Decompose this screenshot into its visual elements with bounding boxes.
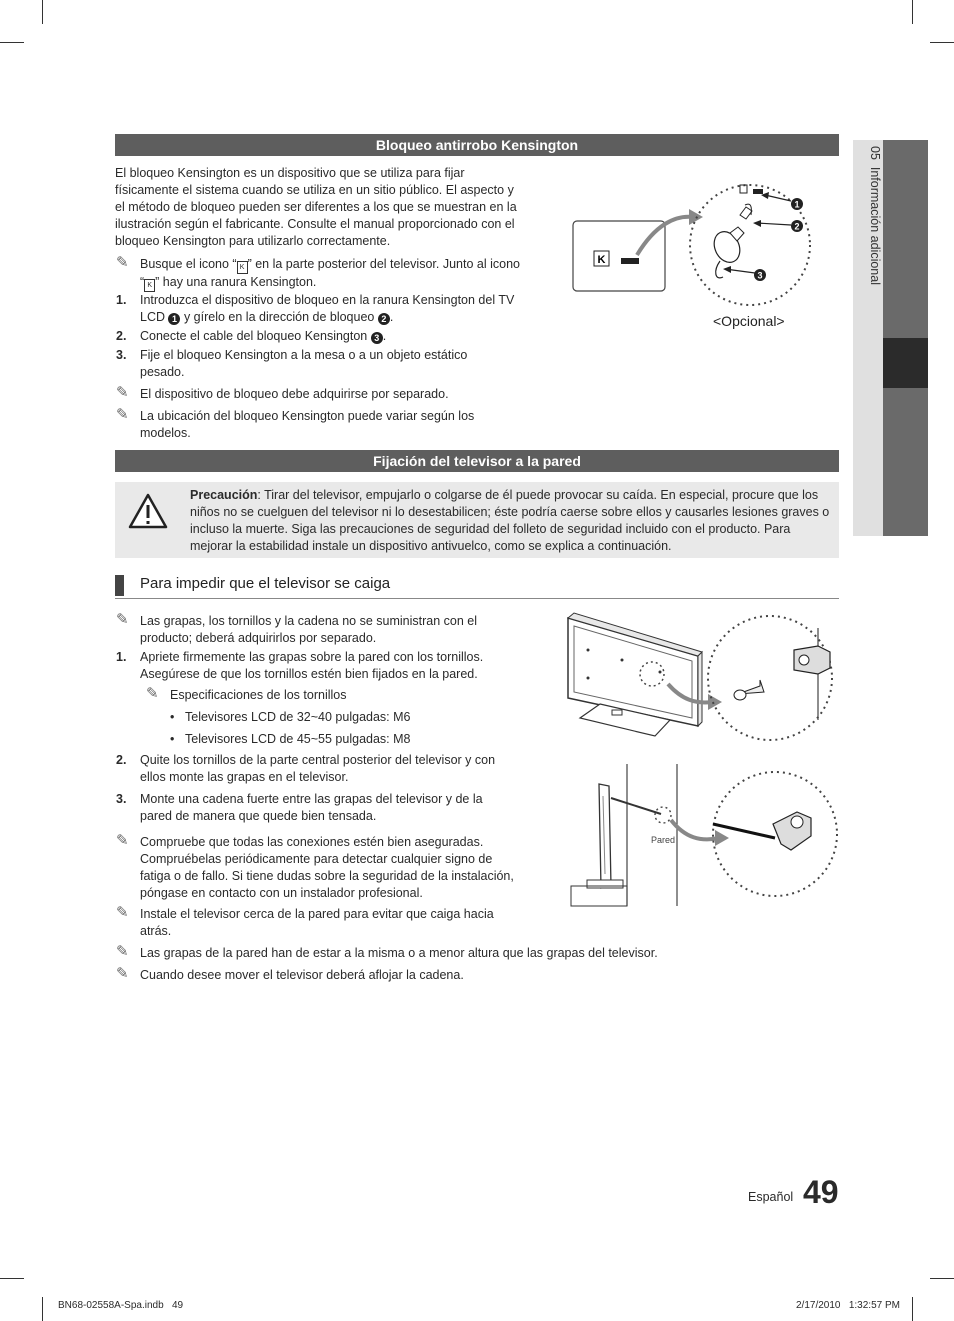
subheading: Para impedir que el televisor se caiga — [140, 575, 391, 592]
svg-text:1: 1 — [794, 199, 800, 210]
kensington-icon: K — [144, 279, 155, 292]
subheading-rule — [115, 598, 839, 599]
tv-bracket-illustration — [560, 608, 840, 750]
page-number: 49 — [803, 1174, 839, 1210]
kensington-note-2: ✎ El dispositivo de bloqueo debe adquirirse por separado. — [116, 384, 449, 401]
footer-timestamp: 2/17/2010 1:32:57 PM — [796, 1300, 900, 1311]
kensington-note-1: ✎ Busque el icono “ K ” en la parte posterior del televisor. Junto al icono “ K ” hay una ranura Kensington. — [140, 256, 520, 292]
wall-spec-note: ✎ Especificaciones de los tornillos — [146, 685, 347, 702]
pencil-note-icon: ✎ — [116, 832, 129, 849]
wall-step-3: 3. Monte una cadena fuerte entre las grapas del televisor y de la pared de manera que quede bien tensada. — [116, 792, 483, 823]
subheading-marker — [115, 575, 124, 596]
wall-note-4: ✎ Las grapas de la pared han de estar a la misma o a menor altura que las grapas del televisor. — [116, 943, 658, 960]
pencil-note-icon: ✎ — [146, 685, 159, 702]
crop-mark — [42, 0, 43, 24]
wall-note-1: ✎ Las grapas, los tornillos y la cadena no se suministran con el producto; deberá adquirirlos por separado. — [116, 611, 477, 645]
caution-text: Precaución: Tirar del televisor, empujarlo o colgarse de él puede provocar su caída. En especial, procure que los niños no se cuelguen del televisor ni lo desestabilicen; éste podría caerse sobre ellos y causarles lesiones graves o incluso la muerte. Siga las precauciones de seguridad del folleto de seguridad incluido con el producto. Para mejorar la estabilidad instale un dispositivo antivuelco, como se explica a continuación. — [190, 488, 830, 553]
pencil-note-icon: ✎ — [116, 406, 129, 423]
pencil-note-icon: ✎ — [116, 611, 129, 628]
kensington-step-1: 1. Introduzca el dispositivo de bloqueo en la ranura Kensington del TV LCD 1 y gírelo en la dirección de bloqueo 2 . — [116, 293, 515, 324]
crop-mark — [912, 0, 913, 24]
crop-mark — [930, 1278, 954, 1279]
wall-label: Pared — [651, 835, 676, 845]
kensington-intro: El bloqueo Kensington es un dispositivo que se utiliza para fijar físicamente el sistema cuando se utiliza en un sitio público. El aspecto y el método de bloqueo pueden ser diferentes a los que se muestran en la ilustración según el fabricante. Consulte el manual proporcionado con el bloqueo Kensington para utilizarlo correctamente. — [115, 166, 517, 248]
wall-note-2: ✎ Compruebe que todas las conexiones estén bien aseguradas. Compruébelas periódicamente para detectar cualquier signo de fatiga o de fallo. Si tiene dudas sobre la seguridad de la instalación, póngase en contacto con un instalador profesional. — [116, 832, 514, 900]
wall-note-3: ✎ Instale el televisor cerca de la pared para evitar que caiga hacia atrás. — [116, 904, 494, 938]
chapter-number: 05 — [868, 146, 882, 160]
crop-mark — [42, 1297, 43, 1321]
kensington-k-letter: K — [597, 254, 606, 266]
kensington-icon: K — [237, 261, 248, 274]
optional-label: <Opcional> — [713, 313, 785, 329]
wall-note-5: ✎ Cuando desee mover el televisor deberá aflojar la cadena. — [116, 965, 464, 982]
step-circle-3: 3 — [371, 332, 383, 344]
tv-chain-illustration — [565, 762, 845, 908]
chapter-title: Información adicional — [868, 166, 882, 285]
pencil-note-icon: ✎ — [116, 254, 129, 271]
caution-label: Precaución — [190, 488, 258, 502]
pencil-note-icon: ✎ — [116, 943, 129, 960]
crop-mark — [0, 1278, 24, 1279]
pencil-note-icon: ✎ — [116, 384, 129, 401]
kensington-illustration — [565, 165, 845, 340]
sidebar-tab-active — [883, 338, 928, 388]
crop-mark — [912, 1297, 913, 1321]
section-title-kensington: Bloqueo antirrobo Kensington — [115, 134, 839, 156]
footer-language: Español — [748, 1190, 794, 1204]
sidebar-label — [868, 146, 882, 285]
wall-bullet-1: • Televisores LCD de 32~40 pulgadas: M6 — [170, 710, 411, 724]
step-circle-2: 2 — [378, 313, 390, 325]
wall-step-1: 1. Apriete firmemente las grapas sobre la pared con los tornillos. Asegúrese de que los tornillos estén bien fijados en la pared. — [116, 650, 484, 681]
svg-text:3: 3 — [757, 270, 763, 281]
kensington-step-2: 2. Conecte el cable del bloqueo Kensington 3 . — [116, 329, 387, 343]
pencil-note-icon: ✎ — [116, 965, 129, 982]
crop-mark — [0, 42, 24, 43]
svg-text:2: 2 — [794, 221, 800, 232]
kensington-step-3: 3. Fije el bloqueo Kensington a la mesa o a un objeto estático pesado. — [116, 348, 468, 379]
wall-step-2: 2. Quite los tornillos de la parte central posterior del televisor y con ellos monte las grapas en el televisor. — [116, 753, 496, 784]
crop-mark — [930, 42, 954, 43]
step-circle-1: 1 — [168, 313, 180, 325]
pencil-note-icon: ✎ — [116, 904, 129, 921]
kensington-note-3: ✎ La ubicación del bloqueo Kensington puede variar según los modelos. — [116, 406, 475, 440]
footer-file-info: BN68-02558A-Spa.indb 49 — [58, 1300, 184, 1311]
section-title-wall: Fijación del televisor a la pared — [115, 450, 839, 472]
wall-bullet-2: • Televisores LCD de 45~55 pulgadas: M8 — [170, 732, 411, 746]
warning-triangle-icon — [128, 493, 168, 529]
